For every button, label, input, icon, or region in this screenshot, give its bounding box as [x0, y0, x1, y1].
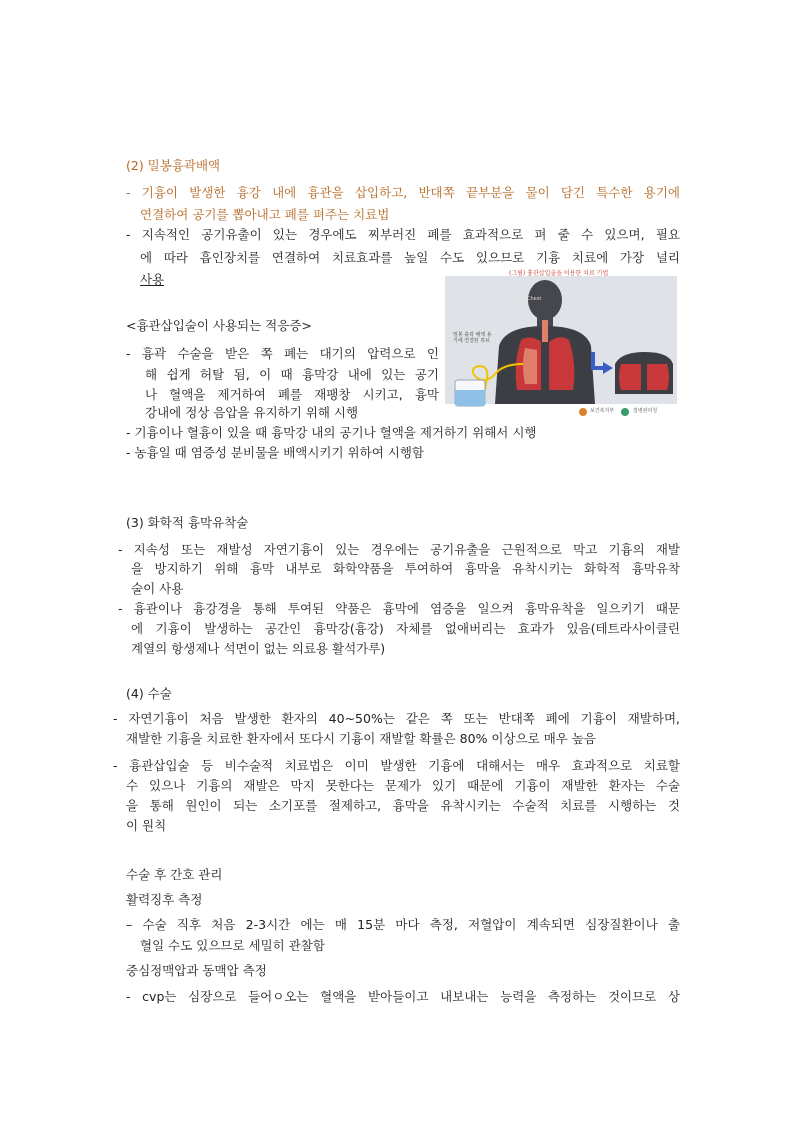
postop-title: 수술 후 간호 관리: [126, 867, 223, 882]
indication1-line4: 강내에 정상 음압을 유지하기 위해 시행: [145, 405, 359, 420]
section3-bullet2-line1: - 흉관이나 흉강경을 통해 투여된 약품은 흉막에 염증을 일으켜 흉막유착을 일으키기 때문: [118, 601, 680, 616]
section4-bullet2-line4: 이 원칙: [126, 818, 167, 833]
figure-chest-label: Chest: [527, 296, 542, 302]
vitals-line2: 혈일 수도 있으므로 세밀히 관찰함: [140, 938, 325, 953]
section2-bullet1-line2: 연결하여 공기를 뽑아내고 폐를 펴주는 치료법: [140, 207, 390, 222]
vitals-title: 활력징후 측정: [126, 892, 203, 907]
section4-bullet1-line1: - 자연기흉이 처음 발생한 환자의 40~50%는 같은 쪽 또는 반대쪽 폐에 기흉이 재발하며,: [113, 711, 680, 726]
indications-title: <흉관삽입술이 사용되는 적응증>: [126, 318, 312, 333]
figure-device-label: 밀봉 흉곽 배액 용기에 연결된 튜브: [453, 332, 492, 344]
section3-bullet1-line3: 술이 사용: [131, 581, 184, 596]
indication1-line3: 나 혈액을 제거하여 폐를 재팽창 시키고, 흉막: [145, 387, 439, 402]
section2-bullet1-line1: - 기흉이 발생한 흉강 내에 흉관을 삽입하고, 반대쪽 끝부분을 물이 담긴 특수한 용기에: [126, 185, 680, 200]
section4-bullet2-line3: 을 통해 원인이 되는 소기포를 절제하고, 흉막을 유착시키는 수술적 치료를 시행하는 것: [126, 798, 680, 813]
section4-bullet1-line2: 재발한 기흉을 치료한 환자에서 또다시 기흉이 재발할 확률은 80% 이상으로 매우 높음: [126, 731, 596, 746]
indication1-line1: - 흉곽 수술을 받은 쪽 폐는 대기의 압력으로 인: [126, 346, 439, 361]
section3-heading: (3) 화학적 흉막유착술: [126, 515, 249, 530]
figure-logo-right: 질병관리청: [633, 408, 658, 414]
section2-bullet2-line1: - 지속적인 공기유출이 있는 경우에도 찌부러진 폐를 효과적으로 펴 줄 수 있으며, 필요: [126, 227, 680, 242]
section4-bullet2-line1: - 흉관삽입술 등 비수술적 치료법은 이미 발생한 기흉에 대해서는 매우 효과적으로 치료할: [113, 758, 680, 773]
section3-bullet2-line3: 계열의 항생제나 석면이 없는 의료용 활석가루): [131, 641, 386, 656]
section3-bullet1-line2: 을 방지하기 위해 흉막 내부로 화학약품을 투여하여 흉막을 유착시키는 화학적 흉막유착: [131, 561, 680, 576]
vitals-line1: – 수술 직후 처음 2-3시간 에는 매 15분 마다 측정, 저혈압이 계속되면 심장질환이나 출: [126, 917, 680, 932]
section2-heading: (2) 밀봉흉곽배액: [126, 158, 221, 173]
figure-caption: (그림) 흉관삽입술을 이용한 치료 기법: [509, 270, 609, 277]
chest-tube-figure: [445, 268, 677, 420]
figure-logo-left: 보건복지부: [590, 408, 615, 414]
cvp-line1: - cvp는 심장으로 들어ㅇ오는 혈액을 받아들이고 내보내는 능력을 측정하는 것이므로 상: [126, 989, 680, 1004]
section4-bullet2-line2: 수 있으나 기흉의 재발은 막지 못한다는 문제가 있기 때문에 기흉이 재발한 환자는 수술: [126, 778, 680, 793]
section3-bullet1-line1: - 지속성 또는 재발성 자연기흉이 있는 경우에는 공기유출을 근원적으로 막고 기흉의 재발: [118, 542, 680, 557]
indication2: - 기흉이나 혈흉이 있을 때 흉막강 내의 공기나 혈액을 제거하기 위해서 시행: [126, 425, 537, 440]
section4-heading: (4) 수술: [126, 686, 172, 701]
section2-bullet2-line2: 에 따라 흡인장치를 연결하여 치료효과를 높일 수도 있으므로 기흉 치료에 가장 널리: [140, 250, 680, 265]
cvp-title: 중심정맥압과 동맥압 측정: [126, 963, 267, 978]
section3-bullet2-line2: 에 기흉이 발생하는 공간인 흉막강(흉강) 자체를 없애버리는 효과가 있음(테트라사이클린: [131, 621, 680, 636]
indication1-line2: 해 쉽게 허탈 됨, 이 때 흉막강 내에 있는 공기: [145, 367, 439, 382]
section2-bullet2-line3: 사용: [140, 272, 165, 287]
chest-tube-illustration: [445, 268, 677, 420]
indication3: - 농흉일 때 염증성 분비물을 배액시키기 위하여 시행함: [126, 445, 424, 460]
